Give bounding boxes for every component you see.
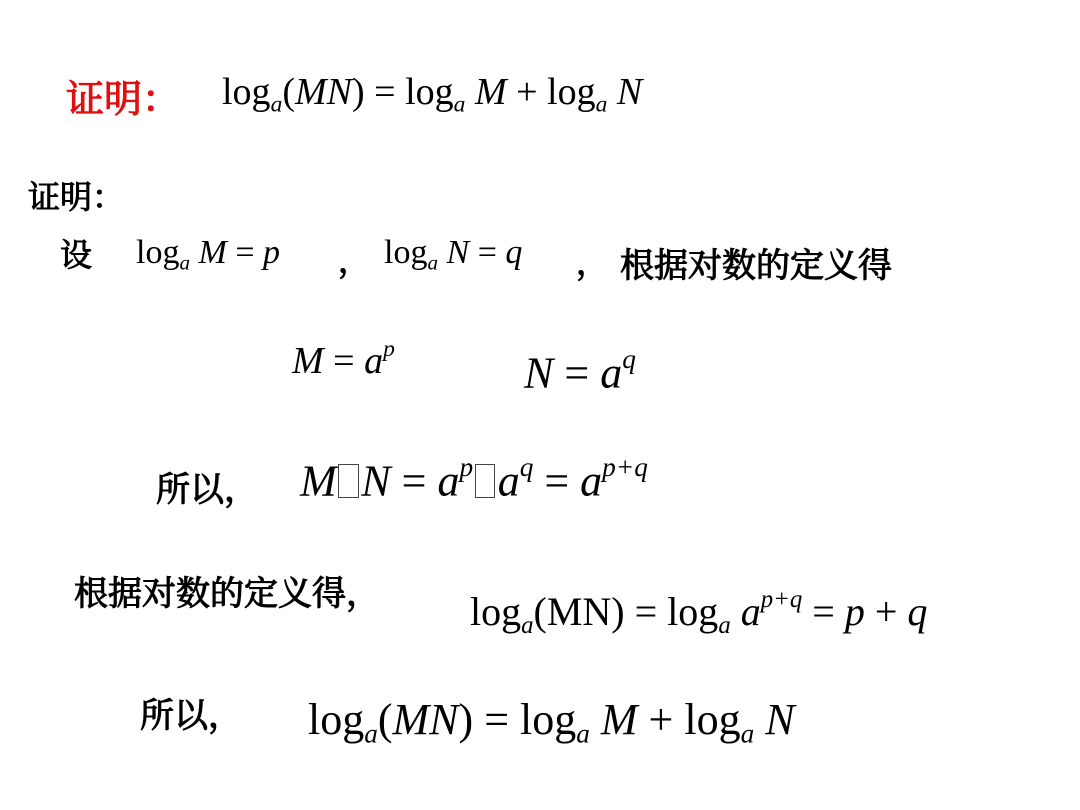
- def-eq1-lhs: M: [292, 339, 324, 382]
- by-def-plus: +: [874, 588, 898, 634]
- title-log-2: log: [405, 71, 454, 113]
- assume-eq1-arg: M: [198, 234, 227, 271]
- conclusion-plus: +: [648, 695, 674, 744]
- by-def-q: q: [907, 588, 928, 634]
- by-def-base-1: a: [521, 611, 534, 639]
- assume-eq2: [384, 234, 522, 276]
- proof-label: 证明：: [28, 178, 125, 216]
- assume-eq2-log: log: [384, 234, 428, 271]
- by-def-exp: p+q: [760, 586, 803, 613]
- product-formula: [300, 452, 648, 507]
- def-eq2: [524, 344, 636, 399]
- conclusion-rparen: ): [458, 695, 474, 744]
- product-exp-q: q: [519, 452, 534, 482]
- conclusion-base-2: a: [576, 718, 590, 749]
- assume-eq2-arg: N: [446, 234, 470, 271]
- title-arg: MN: [295, 71, 352, 113]
- assume-eq1-rhs: p: [263, 234, 281, 271]
- def-eq1-exp: p: [383, 336, 395, 362]
- title-lparen: (: [282, 71, 295, 113]
- title-base-1: a: [270, 91, 283, 118]
- missing-glyph-box-1: [338, 464, 358, 498]
- conclusion-arg: MN: [392, 695, 459, 744]
- title-base-2: a: [453, 91, 466, 118]
- product-equals-1: =: [401, 456, 427, 506]
- by-def-log-1: log: [470, 588, 522, 634]
- missing-glyph-box-2: [475, 464, 495, 498]
- product-m: M: [300, 456, 337, 506]
- conclusion-base-3: a: [740, 718, 755, 749]
- title-equals: =: [374, 71, 396, 113]
- title-m: M: [474, 71, 507, 113]
- def-eq1-equals: =: [333, 339, 355, 382]
- by-def-a: a: [740, 588, 761, 634]
- product-a-3: a: [580, 456, 603, 506]
- product-equals-2: =: [544, 456, 570, 506]
- conclusion-log-1: log: [308, 695, 365, 744]
- title-label: 证明：: [66, 77, 181, 121]
- assume-suffix: 根据对数的定义得: [620, 246, 892, 286]
- product-exp-p: p: [459, 452, 474, 482]
- product-n: N: [361, 456, 391, 506]
- title-plus: +: [516, 71, 538, 113]
- by-def-log-2: log: [667, 588, 719, 634]
- by-def-p: p: [844, 588, 865, 634]
- def-eq2-base: a: [600, 348, 623, 398]
- title-n: N: [616, 71, 643, 113]
- conclusion-prefix: 所以，: [140, 696, 242, 736]
- by-def-prefix: 根据对数的定义得，: [74, 574, 380, 614]
- conclusion-base-1: a: [364, 718, 378, 749]
- product-exp-pq: p+q: [602, 452, 648, 482]
- conclusion-formula: [308, 694, 795, 750]
- by-def-arg: (MN): [533, 588, 625, 634]
- conclusion-m: M: [600, 695, 638, 744]
- conclusion-log-3: log: [684, 695, 741, 744]
- assume-eq1-equals: =: [235, 234, 255, 271]
- assume-eq1: [136, 234, 280, 276]
- by-def-equals-2: =: [812, 588, 835, 634]
- title-rparen: ): [352, 71, 365, 113]
- title-formula: [222, 70, 642, 119]
- by-def-base-2: a: [718, 611, 731, 639]
- assume-eq2-base: a: [427, 250, 438, 275]
- title-base-3: a: [595, 91, 608, 118]
- conclusion-n: N: [765, 695, 795, 744]
- assume-prefix: 设: [60, 236, 93, 274]
- conclusion-log-2: log: [520, 695, 577, 744]
- def-eq2-exp: q: [622, 344, 636, 374]
- by-def-formula: [470, 586, 927, 640]
- conclusion-lparen: (: [377, 695, 393, 744]
- title-log-3: log: [547, 71, 596, 113]
- def-eq1: [292, 336, 395, 383]
- assume-eq1-log: log: [136, 234, 180, 271]
- assume-eq1-base: a: [179, 250, 190, 275]
- assume-eq2-equals: =: [477, 234, 497, 271]
- assume-sep-2: ，: [576, 244, 609, 282]
- product-a-1: a: [437, 456, 460, 506]
- product-prefix: 所以，: [156, 470, 258, 510]
- def-eq1-base: a: [364, 339, 384, 382]
- assume-sep-1: ，: [338, 242, 371, 280]
- def-eq2-lhs: N: [524, 348, 554, 398]
- by-def-equals-1: =: [634, 588, 658, 634]
- title-log-1: log: [222, 71, 271, 113]
- def-eq2-equals: =: [564, 348, 590, 398]
- conclusion-equals: =: [484, 695, 510, 744]
- product-a-2: a: [497, 456, 520, 506]
- assume-eq2-rhs: q: [505, 234, 523, 271]
